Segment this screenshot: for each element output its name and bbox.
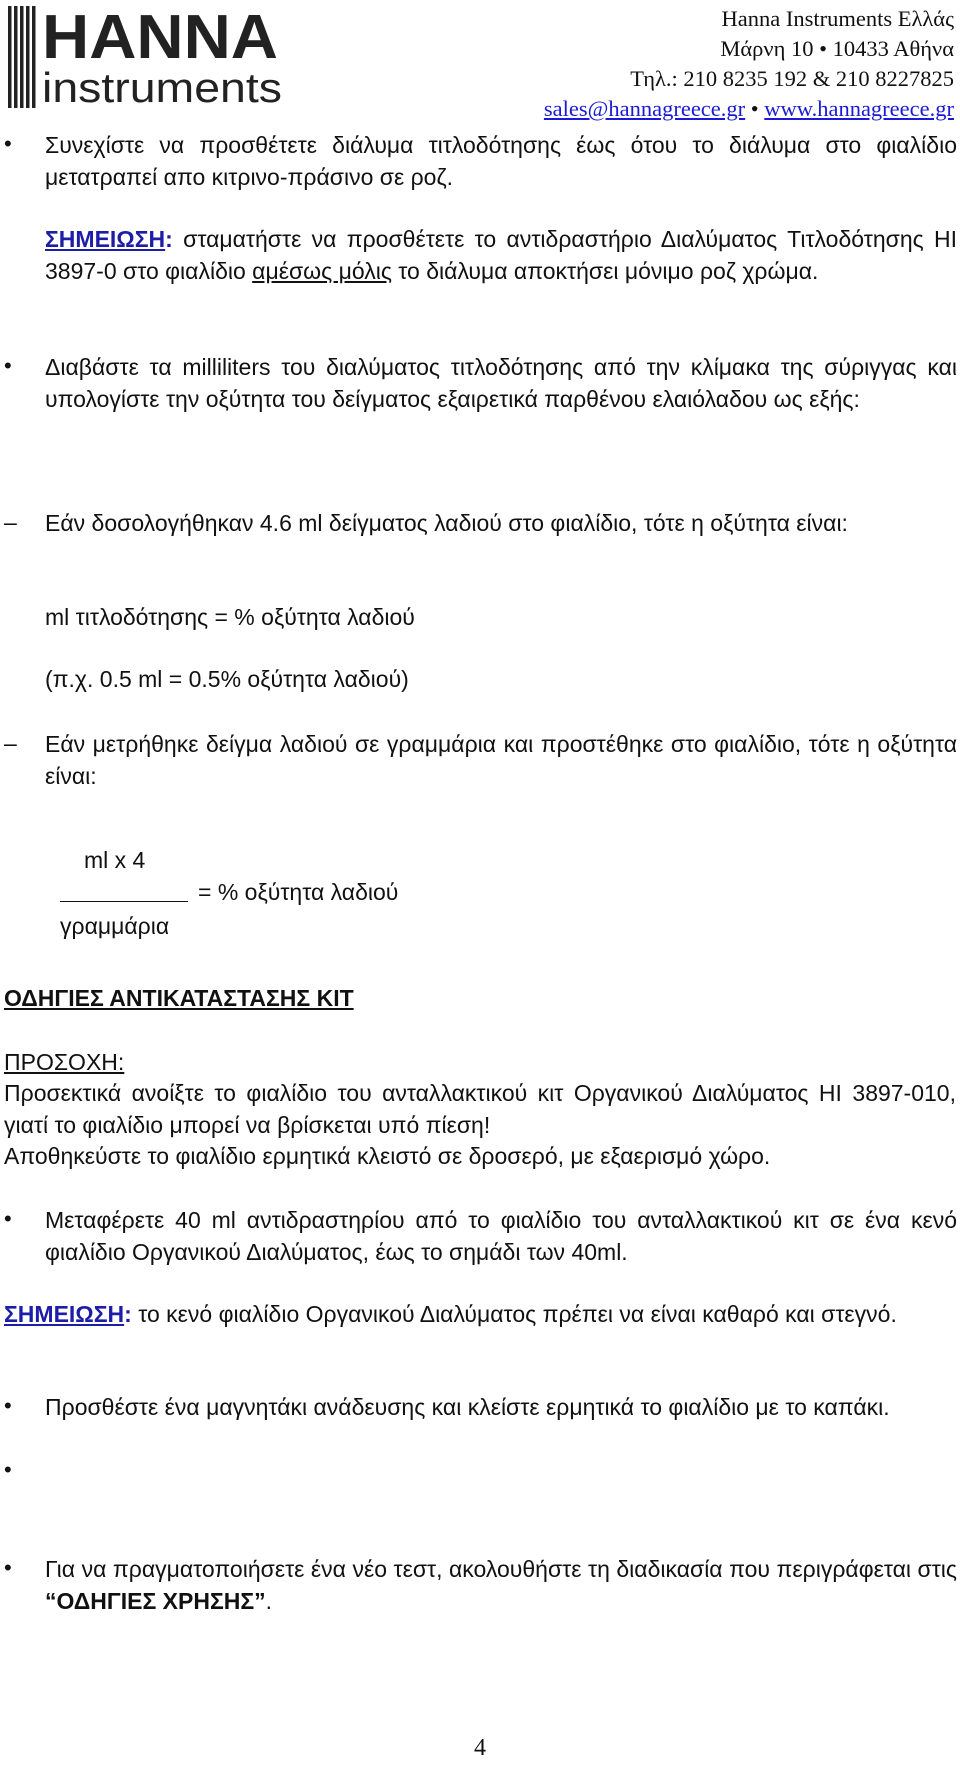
fraction-bar: [60, 901, 188, 902]
bullet: •: [4, 131, 12, 156]
dash: –: [4, 730, 17, 756]
step-transfer-reagent: Μεταφέρετε 40 ml αντιδραστηρίου από το φιαλίδιο του ανταλλακτικού κιτ σε ένα κενό φιαλίδιο Οργανικού Διαλύματος, έως το σημάδι των 40ml.: [45, 1207, 957, 1265]
logo-word-hanna: HANNA: [42, 6, 278, 72]
logo-word-instruments: instruments: [42, 64, 282, 108]
note-stop-adding: [45, 224, 957, 287]
bullet: •: [4, 1393, 12, 1418]
company-phone: Τηλ.: 210 8235 192 & 210 8227825: [630, 66, 954, 91]
fraction-result: = % οξύτητα λαδιού: [198, 879, 399, 905]
fraction-denominator: γραμμάρια: [60, 913, 170, 939]
case-weight-sample: Εάν μετρήθηκε δείγμα λαδιού σε γραμμάρια και προστέθηκε στο φιαλίδιο, τότε η οξύτητα είναι:: [45, 731, 957, 789]
email-link[interactable]: sales@hannagreece.gr: [543, 96, 746, 121]
formula-ml: ml τιτλοδότησης = % οξύτητα λαδιού: [45, 604, 415, 630]
storage-text: Αποθηκεύστε το φιαλίδιο ερμητικά κλειστό σε δροσερό, με εξαερισμό χώρο.: [4, 1143, 771, 1169]
caution-label: ΠΡΟΣΟΧΗ:: [4, 1049, 125, 1075]
step-read-milliliters: Διαβάστε τα milliliters του διαλύματος τιτλοδότησης από την κλίμακα της σύριγγας και υπολογίστε την οξύτητα του δείγματος εξαιρετικά παρθένου ελαιόλαδου ως εξής:: [45, 354, 957, 412]
contact-block: [544, 4, 954, 124]
note-label: ΣΗΜΕΙΩΣΗ: [45, 226, 166, 252]
bullet: •: [4, 1555, 12, 1580]
contact-links: [544, 94, 954, 124]
instructions-reference: “ΟΔΗΓΙΕΣ ΧΡΗΣΗΣ”: [45, 1587, 266, 1614]
note-text-part2: το διάλυμα αποκτήσει μόνιμο ροζ χρώμα.: [391, 257, 819, 284]
hanna-instruments-logo: [8, 6, 286, 108]
caution-text: Προσεκτικά ανοίξτε το φιαλίδιο του ανταλλακτικού κιτ Οργανικού Διαλύματος HI 3897-010, γιατί το φιαλίδιο μπορεί να βρίσκεται υπό πίεση!: [4, 1080, 956, 1138]
note-empty-vial: [4, 1299, 956, 1331]
step-text: Για να πραγματοποιήσετε ένα νέο τεστ, ακολουθήστε τη διαδικασία που περιγράφεται στις: [45, 1556, 957, 1582]
page-number: 4: [474, 1735, 486, 1761]
company-name: Hanna Instruments Ελλάς: [721, 6, 954, 31]
dash: –: [4, 509, 17, 535]
note-colon: :: [165, 226, 173, 252]
fraction-numerator: ml x 4: [84, 847, 146, 873]
note-label: ΣΗΜΕΙΩΣΗ: [4, 1301, 125, 1327]
step-new-test: [45, 1554, 957, 1617]
note-emphasis: αμέσως μόλις: [252, 257, 392, 284]
step-add-stirrer: Προσθέστε ένα μαγνητάκι ανάδευσης και κλείστε ερμητικά το φιαλίδιο με το καπάκι.: [45, 1394, 890, 1420]
note-text: το κενό φιαλίδιο Οργανικού Διαλύματος πρέπει να είναι καθαρό και στεγνό.: [131, 1301, 897, 1327]
logo-stripes: [8, 6, 36, 108]
note-text-part1: σταματήστε να προσθέτετε το αντιδραστήριο Διαλύματος Τιτλοδότησης HI 3897-0 στο φιαλίδιο: [45, 226, 957, 284]
company-address: Μάρνη 10 • 10433 Αθήνα: [720, 36, 954, 61]
case-volume-sample: Εάν δοσολογήθηκαν 4.6 ml δείγματος λαδιού στο φιαλίδιο, τότε η οξύτητα είναι:: [45, 510, 848, 536]
bullet: •: [4, 1457, 12, 1482]
link-separator: •: [745, 96, 765, 121]
formula-example: (π.χ. 0.5 ml = 0.5% οξύτητα λαδιού): [45, 666, 409, 692]
website-link[interactable]: www.hannagreece.gr: [764, 96, 954, 121]
section-title: ΟΔΗΓΙΕΣ ΑΝΤΙΚΑΤΑΣΤΑΣΗΣ ΚΙΤ: [4, 985, 354, 1011]
step-text-end: .: [265, 1587, 273, 1614]
bullet: •: [4, 353, 12, 378]
bullet: •: [4, 1206, 12, 1231]
step-continue-titration: Συνεχίστε να προσθέτετε διάλυμα τιτλοδότησης έως ότου το διάλυμα στο φιαλίδιο μετατραπεί απο κιτρινο-πράσινο σε ροζ.: [45, 132, 957, 190]
note-colon: :: [124, 1301, 132, 1327]
